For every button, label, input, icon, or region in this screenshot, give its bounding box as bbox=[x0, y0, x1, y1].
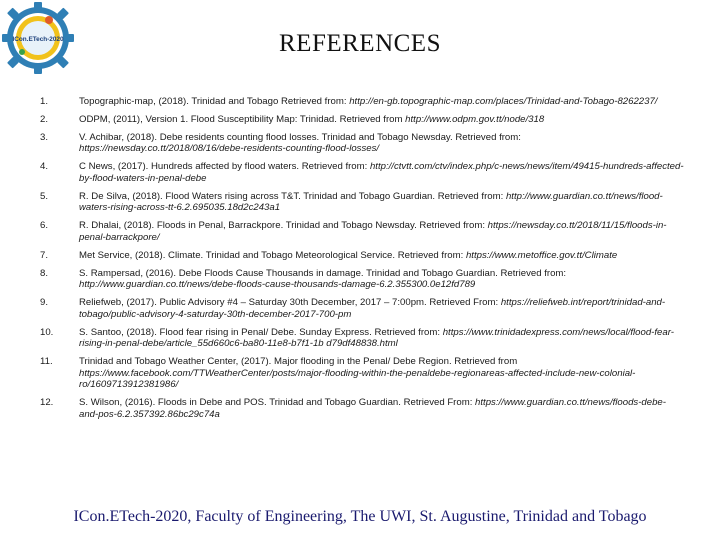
reference-text bbox=[79, 297, 685, 320]
reference-number: 10. bbox=[40, 326, 54, 338]
reference-text bbox=[79, 250, 685, 262]
reference-url[interactable]: https://www.facebook.com/TTWeatherCenter/posts/major-flooding-within-the-penaldebe-regionareas-affected-include-new-colonial-ro/1609713912381986/ bbox=[79, 367, 636, 391]
reference-item bbox=[40, 96, 685, 108]
reference-text bbox=[79, 114, 685, 126]
reference-citation: S. Wilson, (2016). Floods in Debe and POS. Trinidad and Tobago Guardian. Retrieved From: bbox=[79, 397, 476, 409]
reference-citation: C News, (2017). Hundreds affected by flood waters. Retrieved from: bbox=[79, 161, 370, 173]
reference-item bbox=[40, 161, 685, 184]
reference-number: 6. bbox=[40, 220, 49, 232]
footer-text: ICon.ETech-2020, Faculty of Engineering, The UWI, St. Augustine, Trinidad and Tobago bbox=[73, 508, 647, 525]
reference-citation: Trinidad and Tobago Weather Center, (2017). Major flooding in the Penal/ Debe Region. Retrieved from bbox=[79, 356, 518, 368]
reference-number: 8. bbox=[40, 267, 49, 279]
reference-citation: R. De Silva, (2018). Flood Waters rising across T&T. Trinidad and Tobago Guardian. Retrieved from: bbox=[79, 190, 506, 202]
logo-text: ICon.ETech-2020 bbox=[12, 36, 64, 43]
reference-number: 7. bbox=[40, 249, 49, 261]
reference-url[interactable]: http://ctvtt.com/ctv/index.php/c-news/news/item/49415-hundreds-affected-by-flood-waters-in-penal-debe bbox=[79, 161, 684, 184]
reference-text bbox=[79, 327, 685, 350]
reference-url[interactable]: https://www.guardian.co.tt/news/floods-debe-and-pos-6.2.357392.86bc29c74a bbox=[79, 397, 666, 420]
reference-item bbox=[40, 397, 685, 420]
reference-url[interactable]: http://www.odpm.gov.tt/node/318 bbox=[405, 113, 545, 125]
reference-citation: Reliefweb, (2017). Public Advisory #4 – Saturday 30th December, 2017 – 7:00pm. Retrieved From: bbox=[79, 297, 501, 309]
reference-citation: V. Achibar, (2018). Debe residents counting flood losses. Trinidad and Tobago Newsday. Retrieved from: bbox=[79, 131, 521, 143]
reference-citation: ODPM, (2011), Version 1. Flood Susceptibility Map: Trinidad. Retrieved from bbox=[79, 113, 406, 125]
reference-number: 4. bbox=[40, 161, 49, 173]
reference-text bbox=[79, 268, 685, 291]
reference-text bbox=[79, 161, 685, 184]
reference-citation: R. Dhalai, (2018). Floods in Penal, Barrackpore. Trinidad and Tobago Newsday. Retrieved from: bbox=[79, 220, 488, 232]
reference-text bbox=[79, 132, 685, 155]
reference-number: 11. bbox=[40, 356, 53, 368]
reference-text bbox=[79, 220, 685, 243]
reference-number: 12. bbox=[40, 397, 54, 409]
reference-number: 5. bbox=[40, 190, 49, 202]
reference-item bbox=[40, 297, 685, 320]
reference-item bbox=[40, 114, 685, 126]
reference-url[interactable]: https://newsday.co.tt/2018/11/15/floods-in-penal-barrackpore/ bbox=[79, 220, 667, 243]
reference-url[interactable]: http://www.guardian.co.tt/news/debe-floods-cause-thousands-damage-6.2.355300.0e12fd789 bbox=[79, 279, 476, 291]
reference-url[interactable]: https://www.trinidadexpress.com/news/local/flood-fear-rising-in-penal-debe/article_55d660c6-ba80-11e8-b7f1-1b d79df48838.html bbox=[79, 326, 674, 350]
page-title: REFERENCES bbox=[279, 30, 441, 57]
reference-number: 2. bbox=[40, 113, 49, 125]
reference-text bbox=[79, 96, 685, 108]
reference-number: 9. bbox=[40, 297, 49, 309]
reference-item bbox=[40, 327, 685, 350]
reference-text bbox=[79, 356, 685, 391]
reference-url[interactable]: http://www.guardian.co.tt/news/flood-waters-rising-across-tt-6.2.695035.18d2c243a1 bbox=[79, 190, 663, 214]
reference-citation: S. Rampersad, (2016). Debe Floods Cause Thousands in damage. Trinidad and Tobago Guardian. Retrieved from: bbox=[79, 267, 567, 279]
reference-item bbox=[40, 191, 685, 214]
reference-item bbox=[40, 250, 685, 262]
reference-url[interactable]: https://www.metoffice.gov.tt/Climate bbox=[465, 249, 618, 261]
reference-url[interactable]: http://en-gb.topographic-map.com/places/Trinidad-and-Tobago-8262237/ bbox=[349, 96, 658, 107]
reference-list bbox=[40, 96, 685, 427]
reference-text bbox=[79, 397, 685, 420]
reference-citation: Met Service, (2018). Climate. Trinidad and Tobago Meteorological Service. Retrieved from: bbox=[79, 249, 466, 261]
reference-citation: S. Santoo, (2018). Flood fear rising in Penal/ Debe. Sunday Express. Retrieved from: bbox=[79, 326, 443, 338]
reference-item bbox=[40, 268, 685, 291]
reference-number: 3. bbox=[40, 131, 49, 143]
reference-citation: Topographic-map, (2018). Trinidad and Tobago Retrieved from: bbox=[79, 96, 350, 107]
reference-text bbox=[79, 191, 685, 214]
reference-item bbox=[40, 132, 685, 155]
reference-item bbox=[40, 220, 685, 243]
reference-url[interactable]: https://newsday.co.tt/2018/08/16/debe-residents-counting-flood-losses/ bbox=[79, 143, 380, 155]
reference-number: 1. bbox=[40, 96, 49, 107]
reference-item bbox=[40, 356, 685, 391]
reference-url[interactable]: https://reliefweb.int/report/trinidad-and-tobago/public-advisory-4-saturday-30th-december-2017-700-pm bbox=[79, 297, 666, 320]
